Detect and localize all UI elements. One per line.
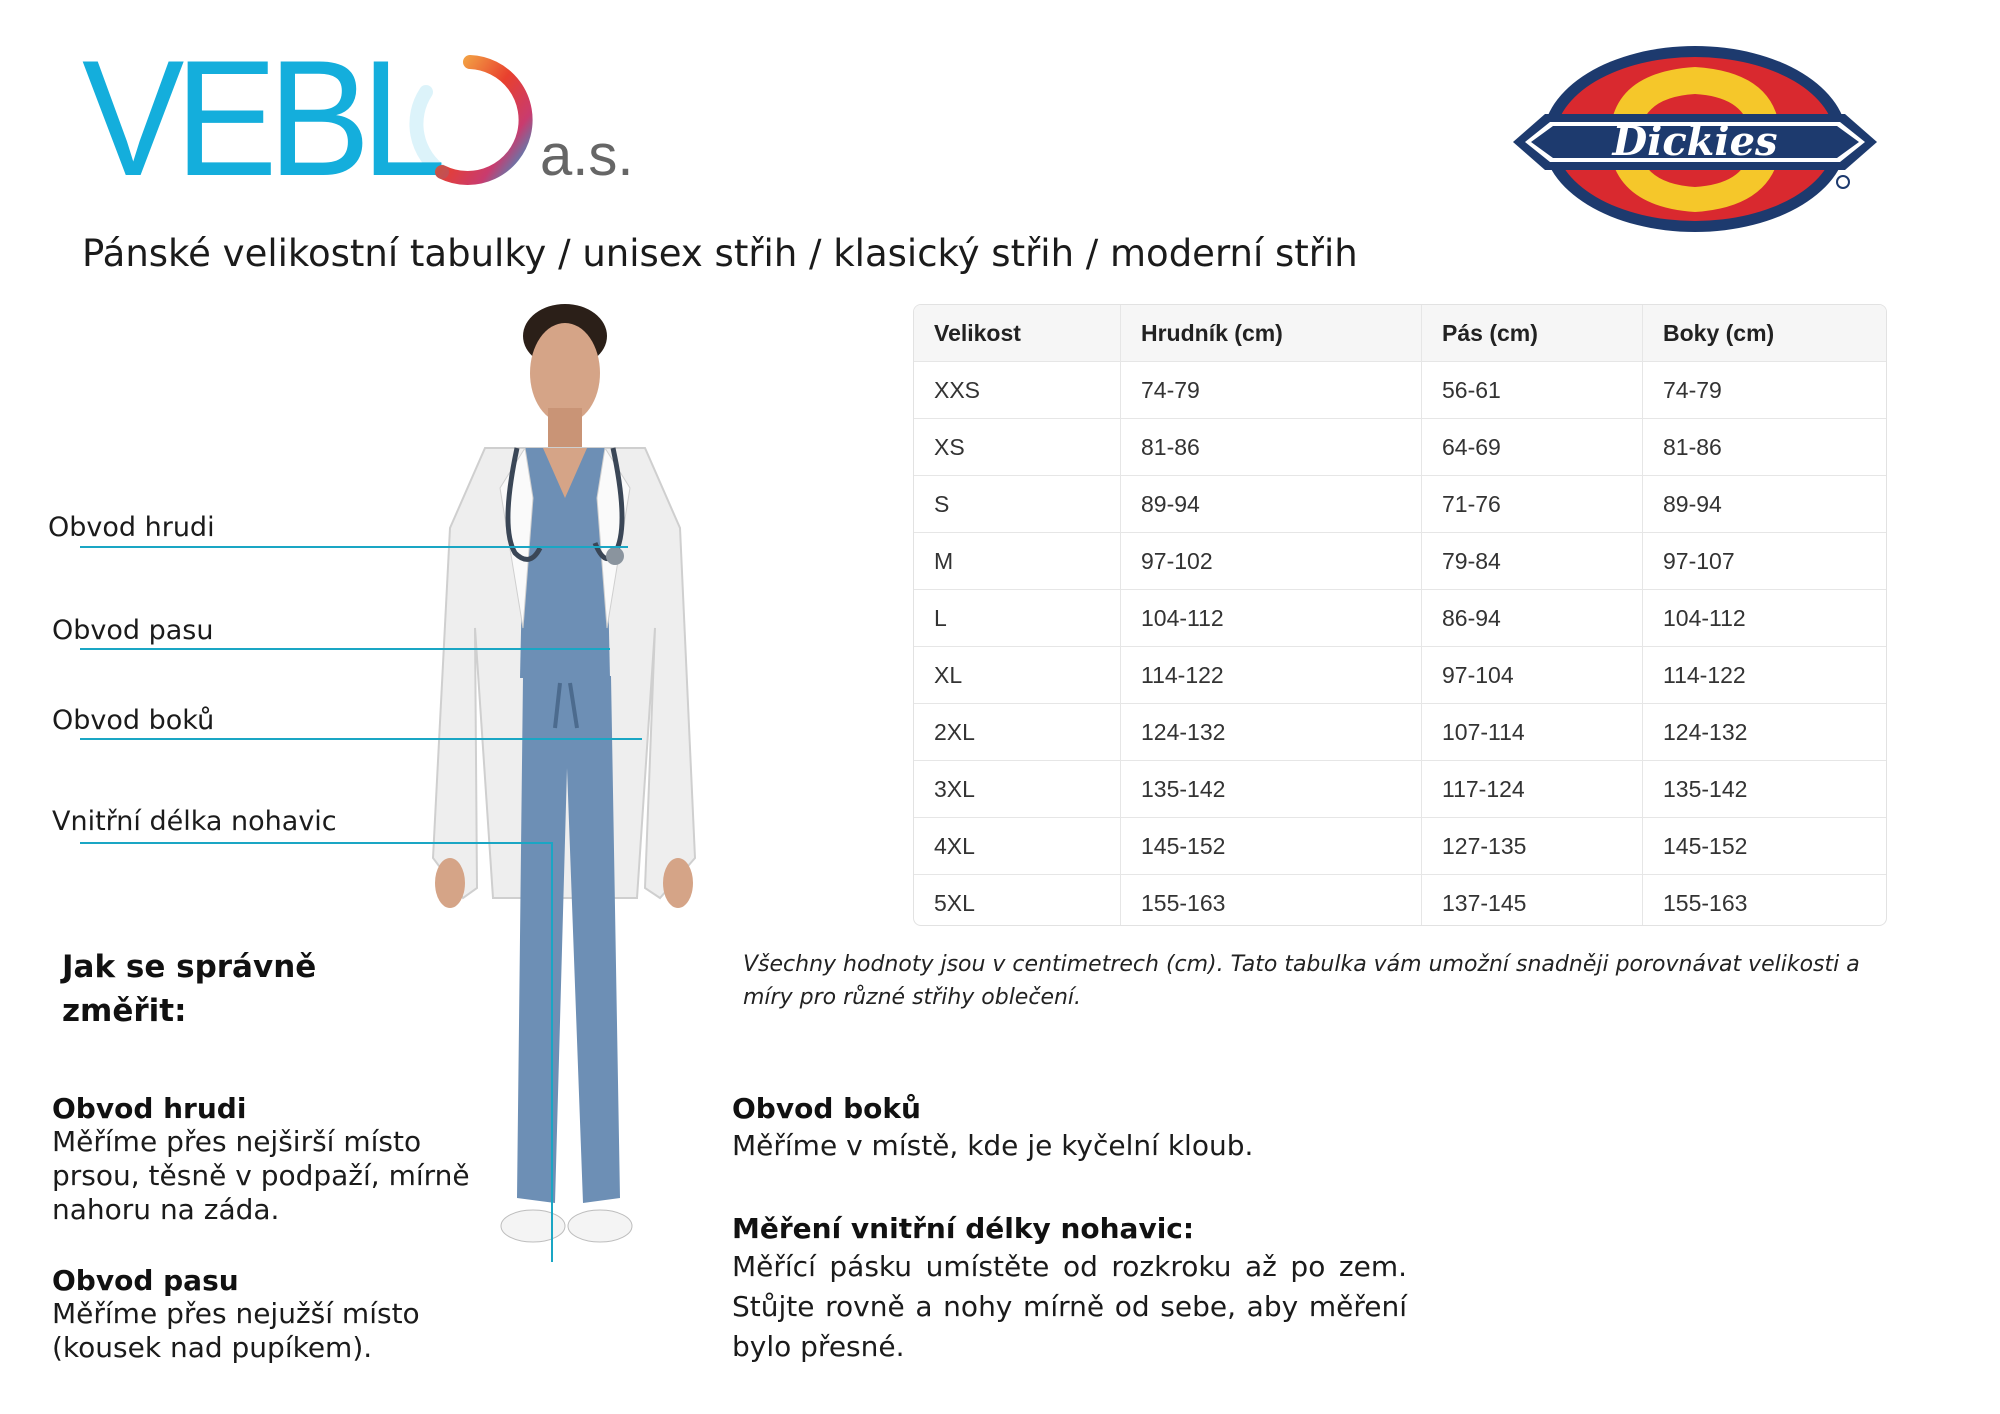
column-header: Pás (cm) [1422, 305, 1643, 362]
table-row [914, 362, 1886, 419]
table-cell: 56-61 [1422, 362, 1643, 419]
table-row [914, 533, 1886, 590]
table-cell: 117-124 [1422, 761, 1643, 818]
waist-line [80, 648, 610, 650]
table-row [914, 704, 1886, 761]
table-cell: 74-79 [1121, 362, 1422, 419]
instruction-title: Obvod hrudi [52, 1092, 247, 1125]
label-chest: Obvod hrudi [48, 512, 215, 543]
table-cell: 86-94 [1422, 590, 1643, 647]
size-table [914, 305, 1886, 926]
instruction-waist [52, 1264, 472, 1365]
table-header-row [914, 305, 1886, 362]
table-row [914, 476, 1886, 533]
logo-o-icon [408, 52, 548, 187]
table-cell: XL [914, 647, 1121, 704]
table-cell: 124-132 [1121, 704, 1422, 761]
size-table-container [913, 304, 1887, 926]
table-cell: 79-84 [1422, 533, 1643, 590]
inseam-line [80, 842, 552, 844]
table-cell: 127-135 [1422, 818, 1643, 875]
table-cell: 89-94 [1643, 476, 1887, 533]
logo-wordmark: VEBL [82, 26, 438, 210]
table-cell: 145-152 [1643, 818, 1887, 875]
dickies-logo [1505, 42, 1885, 237]
chest-line [80, 546, 628, 548]
table-cell: 81-86 [1643, 419, 1887, 476]
instruction-title: Obvod pasu [52, 1264, 239, 1297]
table-cell: 81-86 [1121, 419, 1422, 476]
logo-suffix: a.s. [540, 123, 634, 188]
column-header: Velikost [914, 305, 1121, 362]
table-cell: 104-112 [1643, 590, 1887, 647]
howto-heading: Jak se správně změřit: [62, 949, 317, 1029]
instruction-chest [52, 1092, 472, 1227]
table-cell: 71-76 [1422, 476, 1643, 533]
table-cell: 5XL [914, 875, 1121, 927]
table-cell: 135-142 [1121, 761, 1422, 818]
column-header: Boky (cm) [1643, 305, 1887, 362]
table-cell: 74-79 [1643, 362, 1887, 419]
table-row [914, 590, 1886, 647]
table-cell: 155-163 [1121, 875, 1422, 927]
instruction-inseam [732, 1212, 1407, 1367]
table-cell: M [914, 533, 1121, 590]
instruction-hips [732, 1092, 1412, 1163]
table-cell: 135-142 [1643, 761, 1887, 818]
table-row [914, 818, 1886, 875]
table-cell: 104-112 [1121, 590, 1422, 647]
instruction-text: Měříme v místě, kde je kyčelní kloub. [732, 1129, 1254, 1162]
inseam-vertical-line [551, 842, 553, 1262]
instruction-text: Měříme přes nejužší místo (kousek nad pupíkem). [52, 1297, 420, 1364]
instruction-title: Obvod boků [732, 1092, 921, 1125]
table-cell: 4XL [914, 818, 1121, 875]
table-row [914, 419, 1886, 476]
hips-line [80, 738, 642, 740]
table-cell: 137-145 [1422, 875, 1643, 927]
label-waist: Obvod pasu [52, 615, 214, 646]
table-cell: 114-122 [1121, 647, 1422, 704]
instruction-title: Měření vnitřní délky nohavic: [732, 1212, 1195, 1245]
table-cell: 107-114 [1422, 704, 1643, 761]
table-cell: 145-152 [1121, 818, 1422, 875]
table-row [914, 761, 1886, 818]
table-cell: 124-132 [1643, 704, 1887, 761]
table-footnote: Všechny hodnoty jsou v centimetrech (cm). Tato tabulka vám umožní snadněji porovnávat velikosti a míry pro různé střihy oblečení. [743, 952, 1860, 1010]
table-cell: 2XL [914, 704, 1121, 761]
table-cell: L [914, 590, 1121, 647]
table-cell: 114-122 [1643, 647, 1887, 704]
column-header: Hrudník (cm) [1121, 305, 1422, 362]
table-cell: 64-69 [1422, 419, 1643, 476]
table-cell: 97-104 [1422, 647, 1643, 704]
table-cell: S [914, 476, 1121, 533]
table-cell: 89-94 [1121, 476, 1422, 533]
table-cell: 97-107 [1643, 533, 1887, 590]
label-hips: Obvod boků [52, 705, 215, 736]
table-cell: 3XL [914, 761, 1121, 818]
instruction-text: Měříme přes nejširší místo prsou, těsně v podpaží, mírně nahoru na záda. [52, 1125, 470, 1226]
label-inseam: Vnitřní délka nohavic [52, 806, 337, 837]
table-cell: 155-163 [1663, 889, 1748, 916]
table-row [914, 647, 1886, 704]
page-title: Pánské velikostní tabulky / unisex střih / klasický střih / moderní střih [82, 232, 1358, 275]
instruction-text: Měřící pásku umístěte od rozkroku až po zem. Stůjte rovně a nohy mírně od sebe, aby měření bylo přesné. [732, 1250, 1407, 1363]
table-row [914, 875, 1886, 927]
table-cell: XXS [914, 362, 1121, 419]
dickies-wordmark: Dickies [1612, 118, 1778, 165]
table-cell: 97-102 [1121, 533, 1422, 590]
table-cell: XS [914, 419, 1121, 476]
